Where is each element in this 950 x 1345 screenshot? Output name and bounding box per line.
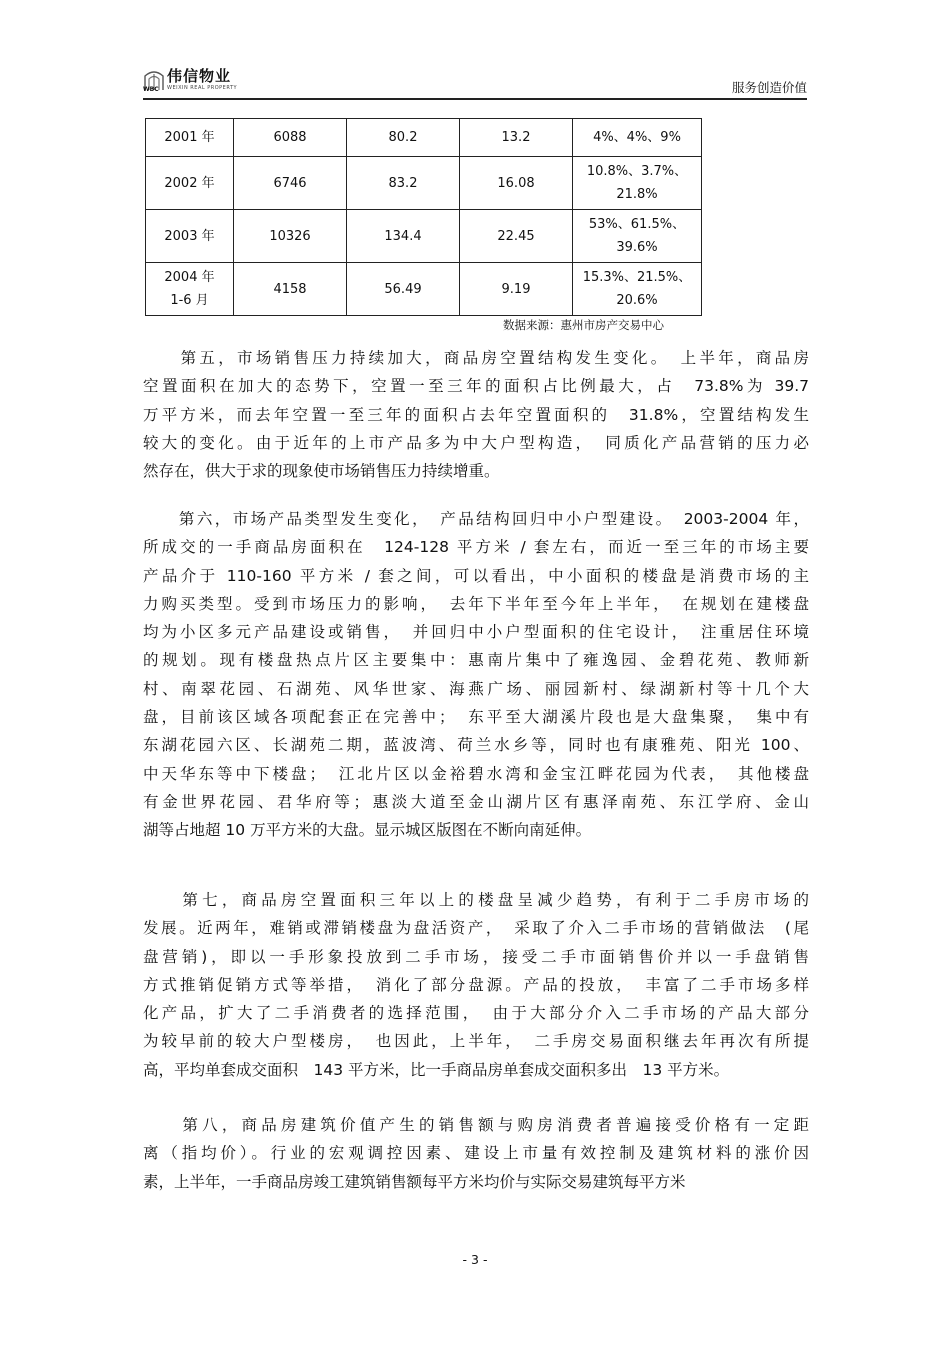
percent-cell-line: 21.8% (616, 187, 658, 202)
amount-cell: 22.45 (460, 210, 573, 263)
year-cell-line: 2002 年 (164, 175, 215, 191)
text-line: 盘，目前该区域各项配套正在完善中； 东平至大湖溪片段也是大盘集聚， 集中有 (143, 708, 809, 727)
header-slogan: 服务创造价值 (731, 80, 807, 95)
count-cell: 6088 (234, 119, 347, 157)
page-number: - 3 - (462, 1252, 488, 1267)
text-line: 所成交的一手商品房面积在 124-128 平方米 / 套左右，而近一至三年的市场主要 (143, 538, 809, 557)
text-line: 第八，商品房建筑价值产生的销售额与购房消费者普遍接受价格有一定距 (143, 1116, 809, 1134)
text-line: 较大的变化。由于近年的上市产品多为中大户型构造， 同质化产品营销的压力必 (143, 433, 809, 452)
percent-cell (573, 210, 702, 263)
year-cell (146, 157, 234, 210)
text-line: 均为小区多元产品建设或销售， 并回归中小户型面积的住宅设计， 注重居住环境 (143, 623, 809, 642)
table-row (146, 157, 702, 210)
logo-english-name: WEIXIN REAL PROPERTY (167, 85, 238, 91)
data-source-note: 数据来源：惠州市房产交易中心 (503, 318, 664, 332)
text-line: 盘营销)，即以一手形象投放到二手市场，接受二手市面销售价并以一手盘销售 (143, 947, 809, 966)
data-table (145, 118, 702, 316)
count-cell: 6746 (234, 157, 347, 210)
text-line: 第五，市场销售压力持续加大，商品房空置结构发生变化。 上半年，商品房 (143, 349, 809, 367)
amount-cell: 9.19 (460, 263, 573, 316)
text-line: 的规划。现有楼盘热点片区主要集中：惠南片集中了雍逸园、金碧花苑、教师新 (143, 651, 809, 670)
table-row (146, 263, 702, 316)
text-line: 第六，市场产品类型发生变化， 产品结构回归中小户型建设。 2003-2004 年， (143, 510, 809, 528)
percent-cell-line: 15.3%、21.5%、 (582, 270, 692, 285)
text-line: 村、南翠花园、石湖苑、风华世家、海燕广场、丽园新村、绿湖新村等十几个大 (143, 679, 809, 698)
text-line: 有金世界花园、君华府等；惠淡大道至金山湖片区有惠泽南苑、东江学府、金山 (143, 792, 809, 811)
text-line: 湖等占地超 10 万平方米的大盘。显示城区版图在不断向南延伸。 (143, 821, 592, 840)
paragraph-seven (143, 886, 809, 1084)
year-cell (146, 119, 234, 157)
percent-cell (573, 263, 702, 316)
year-cell-line: 2001 年 (164, 130, 215, 145)
company-logo (143, 68, 237, 96)
text-line: 中天华东等中下楼盘； 江北片区以金裕碧水湾和金宝江畔花园为代表， 其他楼盘 (143, 764, 809, 783)
area-cell: 80.2 (347, 119, 460, 157)
text-line: 力购买类型。受到市场压力的影响， 去年下半年至今年上半年， 在规划在建楼盘 (143, 594, 809, 613)
paragraph-eight (143, 1111, 809, 1196)
percent-cell-line: 20.6% (616, 293, 658, 308)
year-cell (146, 210, 234, 263)
table-row (146, 210, 702, 263)
text-line: 为较早前的较大户型楼房， 也因此，上半年， 二手房交易面积继去年再次有所提 (143, 1032, 809, 1051)
page-header (143, 66, 807, 100)
text-line: 东湖花园六区、长湖苑二期，蓝波湾、荷兰水乡等，同时也有康雅苑、阳光 100、 (143, 736, 809, 755)
text-line: 化产品，扩大了二手消费者的选择范围， 由于大部分介入二手市场的产品大部分 (143, 1004, 809, 1023)
text-line: 高，平均单套成交面积 143 平方米，比一手商品房单套成交面积多出 13 平方米。 (143, 1060, 730, 1079)
text-line: 发展。近两年，难销或滞销楼盘为盘活资产， 采取了介入二手市场的营销做法 (尾 (143, 919, 809, 938)
year-cell-line: 2003 年 (164, 228, 215, 244)
paragraph-six (143, 505, 809, 845)
percent-cell (573, 157, 702, 210)
year-cell-line: 1-6 月 (170, 293, 209, 308)
area-cell: 83.2 (347, 157, 460, 210)
text-line: 万平方米，而去年空置一至三年的面积占去年空置面积的 31.8%，空置结构发生 (143, 405, 809, 424)
amount-cell: 13.2 (460, 119, 573, 157)
text-line: 第七，商品房空置面积三年以上的楼盘呈减少趋势，有利于二手房市场的 (143, 891, 809, 909)
percent-cell-line: 10.8%、3.7%、 (586, 164, 688, 179)
amount-cell: 16.08 (460, 157, 573, 210)
count-cell: 4158 (234, 263, 347, 316)
logo-chinese-name: 伟信物业 (167, 67, 232, 85)
percent-cell (573, 119, 702, 157)
count-cell: 10326 (234, 210, 347, 263)
text-line: 素，上半年，一手商品房竣工建筑销售额每平方米均价与实际交易建筑每平方米 (143, 1172, 686, 1191)
text-line: 空置面积在加大的态势下，空置一至三年的面积占比例最大，占 73.8%为 39.7 (143, 377, 809, 396)
text-line: 产品介于 110-160 平方米 / 套之间，可以看出，中小面积的楼盘是消费市场的主 (143, 566, 809, 585)
year-cell-line: 2004 年 (164, 270, 215, 285)
area-cell: 134.4 (347, 210, 460, 263)
logo-abbreviation: WBC (143, 86, 159, 93)
text-line: 方式推销促销方式等举措， 消化了部分盘源。产品的投放， 丰富了二手市场多样 (143, 975, 809, 994)
percent-cell-line: 4%、4%、9% (593, 130, 681, 145)
text-line: 然存在，供大于求的现象使市场销售压力持续增重。 (143, 462, 500, 481)
text-line: 离（指均价）。行业的宏观调控因素、建设上市量有效控制及建筑材料的涨价因 (143, 1144, 809, 1163)
paragraph-five (143, 344, 809, 485)
year-cell (146, 263, 234, 316)
table-row (146, 119, 702, 157)
area-cell: 56.49 (347, 263, 460, 316)
percent-cell-line: 39.6% (616, 240, 658, 255)
percent-cell-line: 53%、61.5%、 (588, 217, 686, 232)
